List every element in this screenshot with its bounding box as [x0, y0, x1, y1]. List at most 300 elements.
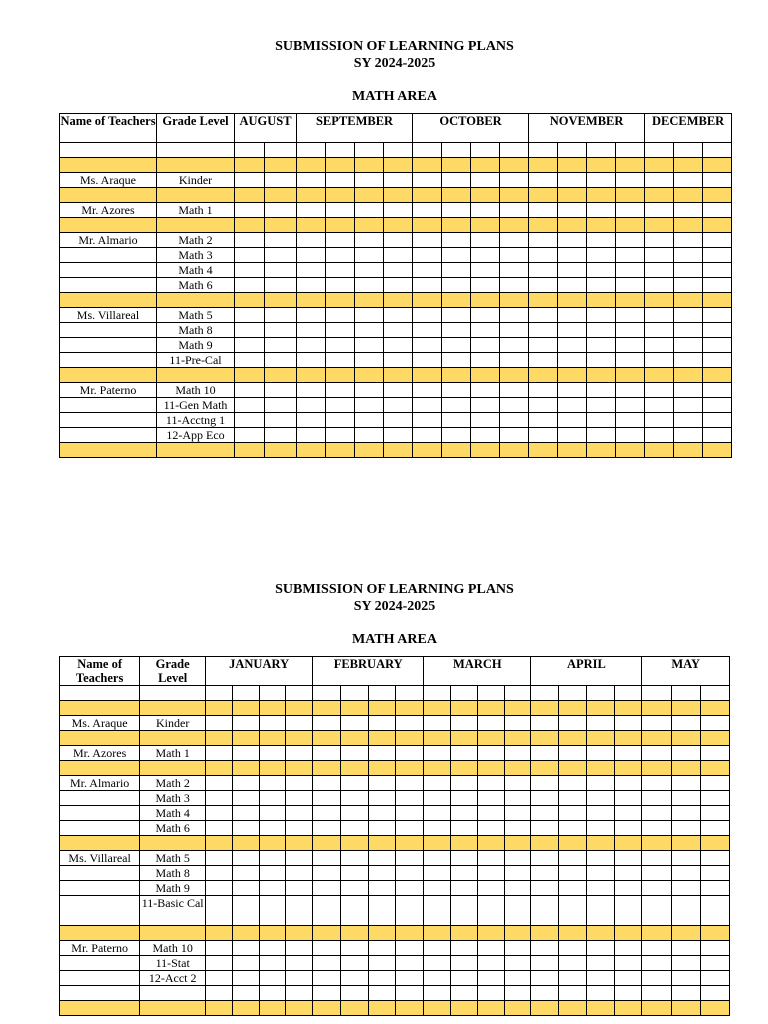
week-cell[interactable] — [326, 173, 355, 188]
week-cell[interactable] — [326, 383, 355, 398]
week-cell[interactable] — [424, 686, 451, 701]
week-cell[interactable] — [355, 383, 384, 398]
week-cell[interactable] — [451, 956, 478, 971]
week-cell[interactable] — [424, 971, 451, 986]
week-cell[interactable] — [500, 398, 529, 413]
week-cell[interactable] — [701, 971, 730, 986]
week-cell[interactable] — [340, 836, 368, 851]
week-cell[interactable] — [529, 323, 558, 338]
week-cell[interactable] — [297, 263, 326, 278]
week-cell[interactable] — [614, 821, 642, 836]
week-cell[interactable] — [500, 248, 529, 263]
week-cell[interactable] — [442, 158, 471, 173]
week-cell[interactable] — [703, 398, 732, 413]
week-cell[interactable] — [451, 821, 478, 836]
week-cell[interactable] — [616, 158, 645, 173]
week-cell[interactable] — [529, 263, 558, 278]
week-cell[interactable] — [587, 188, 616, 203]
week-cell[interactable] — [259, 941, 286, 956]
week-cell[interactable] — [340, 881, 368, 896]
week-cell[interactable] — [313, 941, 341, 956]
week-cell[interactable] — [259, 821, 286, 836]
week-cell[interactable] — [558, 383, 587, 398]
week-cell[interactable] — [558, 338, 587, 353]
week-cell[interactable] — [413, 158, 442, 173]
week-cell[interactable] — [384, 188, 413, 203]
week-cell[interactable] — [413, 233, 442, 248]
week-cell[interactable] — [616, 233, 645, 248]
week-cell[interactable] — [368, 731, 396, 746]
week-cell[interactable] — [586, 971, 614, 986]
week-cell[interactable] — [500, 278, 529, 293]
week-cell[interactable] — [206, 926, 233, 941]
week-cell[interactable] — [265, 338, 297, 353]
week-cell[interactable] — [587, 413, 616, 428]
week-cell[interactable] — [355, 443, 384, 458]
week-cell[interactable] — [701, 791, 730, 806]
week-cell[interactable] — [451, 1001, 478, 1016]
week-cell[interactable] — [297, 158, 326, 173]
week-cell[interactable] — [442, 278, 471, 293]
week-cell[interactable] — [442, 173, 471, 188]
week-cell[interactable] — [265, 353, 297, 368]
week-cell[interactable] — [674, 188, 703, 203]
week-cell[interactable] — [206, 881, 233, 896]
week-cell[interactable] — [477, 836, 504, 851]
week-cell[interactable] — [672, 941, 701, 956]
week-cell[interactable] — [297, 218, 326, 233]
week-cell[interactable] — [442, 263, 471, 278]
week-cell[interactable] — [500, 173, 529, 188]
week-cell[interactable] — [701, 806, 730, 821]
week-cell[interactable] — [340, 821, 368, 836]
week-cell[interactable] — [259, 746, 286, 761]
week-cell[interactable] — [424, 956, 451, 971]
week-cell[interactable] — [340, 866, 368, 881]
week-cell[interactable] — [235, 293, 265, 308]
week-cell[interactable] — [645, 383, 674, 398]
week-cell[interactable] — [442, 443, 471, 458]
week-cell[interactable] — [471, 278, 500, 293]
week-cell[interactable] — [355, 248, 384, 263]
week-cell[interactable] — [355, 263, 384, 278]
week-cell[interactable] — [396, 851, 424, 866]
week-cell[interactable] — [559, 821, 587, 836]
week-cell[interactable] — [340, 686, 368, 701]
week-cell[interactable] — [504, 731, 531, 746]
week-cell[interactable] — [396, 746, 424, 761]
week-cell[interactable] — [616, 143, 645, 158]
week-cell[interactable] — [206, 806, 233, 821]
week-cell[interactable] — [504, 956, 531, 971]
week-cell[interactable] — [355, 173, 384, 188]
week-cell[interactable] — [558, 323, 587, 338]
week-cell[interactable] — [265, 323, 297, 338]
week-cell[interactable] — [642, 926, 672, 941]
week-cell[interactable] — [424, 806, 451, 821]
week-cell[interactable] — [259, 986, 286, 1001]
week-cell[interactable] — [703, 218, 732, 233]
week-cell[interactable] — [614, 686, 642, 701]
week-cell[interactable] — [368, 956, 396, 971]
week-cell[interactable] — [424, 881, 451, 896]
week-cell[interactable] — [286, 836, 313, 851]
week-cell[interactable] — [424, 761, 451, 776]
week-cell[interactable] — [616, 368, 645, 383]
week-cell[interactable] — [265, 443, 297, 458]
week-cell[interactable] — [614, 926, 642, 941]
week-cell[interactable] — [340, 941, 368, 956]
week-cell[interactable] — [384, 353, 413, 368]
week-cell[interactable] — [313, 776, 341, 791]
week-cell[interactable] — [500, 353, 529, 368]
week-cell[interactable] — [396, 731, 424, 746]
week-cell[interactable] — [340, 701, 368, 716]
week-cell[interactable] — [531, 761, 559, 776]
week-cell[interactable] — [286, 1001, 313, 1016]
week-cell[interactable] — [259, 896, 286, 926]
week-cell[interactable] — [340, 986, 368, 1001]
week-cell[interactable] — [313, 881, 341, 896]
week-cell[interactable] — [531, 881, 559, 896]
week-cell[interactable] — [384, 173, 413, 188]
week-cell[interactable] — [368, 761, 396, 776]
week-cell[interactable] — [413, 428, 442, 443]
week-cell[interactable] — [703, 413, 732, 428]
week-cell[interactable] — [531, 746, 559, 761]
week-cell[interactable] — [297, 203, 326, 218]
week-cell[interactable] — [442, 143, 471, 158]
week-cell[interactable] — [701, 716, 730, 731]
week-cell[interactable] — [703, 263, 732, 278]
week-cell[interactable] — [645, 233, 674, 248]
week-cell[interactable] — [477, 866, 504, 881]
week-cell[interactable] — [500, 143, 529, 158]
week-cell[interactable] — [286, 971, 313, 986]
week-cell[interactable] — [559, 686, 587, 701]
week-cell[interactable] — [672, 716, 701, 731]
week-cell[interactable] — [558, 443, 587, 458]
week-cell[interactable] — [674, 428, 703, 443]
week-cell[interactable] — [703, 188, 732, 203]
week-cell[interactable] — [558, 368, 587, 383]
week-cell[interactable] — [558, 263, 587, 278]
week-cell[interactable] — [586, 701, 614, 716]
week-cell[interactable] — [558, 428, 587, 443]
week-cell[interactable] — [368, 791, 396, 806]
week-cell[interactable] — [529, 338, 558, 353]
week-cell[interactable] — [500, 158, 529, 173]
week-cell[interactable] — [642, 836, 672, 851]
week-cell[interactable] — [531, 956, 559, 971]
week-cell[interactable] — [701, 821, 730, 836]
week-cell[interactable] — [529, 203, 558, 218]
week-cell[interactable] — [674, 158, 703, 173]
week-cell[interactable] — [413, 278, 442, 293]
week-cell[interactable] — [297, 443, 326, 458]
week-cell[interactable] — [442, 293, 471, 308]
week-cell[interactable] — [529, 368, 558, 383]
week-cell[interactable] — [559, 761, 587, 776]
week-cell[interactable] — [703, 428, 732, 443]
week-cell[interactable] — [559, 1001, 587, 1016]
week-cell[interactable] — [235, 398, 265, 413]
week-cell[interactable] — [614, 806, 642, 821]
week-cell[interactable] — [587, 383, 616, 398]
week-cell[interactable] — [672, 791, 701, 806]
week-cell[interactable] — [286, 776, 313, 791]
week-cell[interactable] — [701, 926, 730, 941]
week-cell[interactable] — [286, 716, 313, 731]
week-cell[interactable] — [672, 806, 701, 821]
week-cell[interactable] — [645, 293, 674, 308]
week-cell[interactable] — [701, 701, 730, 716]
week-cell[interactable] — [672, 821, 701, 836]
week-cell[interactable] — [206, 776, 233, 791]
week-cell[interactable] — [232, 821, 259, 836]
week-cell[interactable] — [645, 413, 674, 428]
week-cell[interactable] — [559, 776, 587, 791]
week-cell[interactable] — [504, 761, 531, 776]
week-cell[interactable] — [614, 791, 642, 806]
week-cell[interactable] — [614, 761, 642, 776]
week-cell[interactable] — [471, 233, 500, 248]
week-cell[interactable] — [674, 368, 703, 383]
week-cell[interactable] — [442, 203, 471, 218]
week-cell[interactable] — [558, 278, 587, 293]
week-cell[interactable] — [384, 443, 413, 458]
week-cell[interactable] — [558, 398, 587, 413]
week-cell[interactable] — [326, 203, 355, 218]
week-cell[interactable] — [326, 428, 355, 443]
week-cell[interactable] — [672, 761, 701, 776]
week-cell[interactable] — [424, 746, 451, 761]
week-cell[interactable] — [384, 203, 413, 218]
week-cell[interactable] — [413, 293, 442, 308]
week-cell[interactable] — [396, 881, 424, 896]
week-cell[interactable] — [297, 173, 326, 188]
week-cell[interactable] — [616, 443, 645, 458]
week-cell[interactable] — [616, 203, 645, 218]
week-cell[interactable] — [672, 971, 701, 986]
week-cell[interactable] — [340, 746, 368, 761]
week-cell[interactable] — [703, 293, 732, 308]
week-cell[interactable] — [586, 926, 614, 941]
week-cell[interactable] — [396, 926, 424, 941]
week-cell[interactable] — [206, 866, 233, 881]
week-cell[interactable] — [504, 686, 531, 701]
week-cell[interactable] — [587, 323, 616, 338]
week-cell[interactable] — [587, 248, 616, 263]
week-cell[interactable] — [451, 701, 478, 716]
week-cell[interactable] — [451, 746, 478, 761]
week-cell[interactable] — [396, 971, 424, 986]
week-cell[interactable] — [355, 428, 384, 443]
week-cell[interactable] — [259, 866, 286, 881]
week-cell[interactable] — [413, 398, 442, 413]
week-cell[interactable] — [616, 293, 645, 308]
week-cell[interactable] — [396, 761, 424, 776]
week-cell[interactable] — [235, 173, 265, 188]
week-cell[interactable] — [424, 716, 451, 731]
week-cell[interactable] — [645, 368, 674, 383]
week-cell[interactable] — [586, 746, 614, 761]
week-cell[interactable] — [559, 806, 587, 821]
week-cell[interactable] — [558, 173, 587, 188]
week-cell[interactable] — [531, 941, 559, 956]
week-cell[interactable] — [531, 1001, 559, 1016]
week-cell[interactable] — [326, 278, 355, 293]
week-cell[interactable] — [297, 428, 326, 443]
week-cell[interactable] — [504, 746, 531, 761]
week-cell[interactable] — [614, 956, 642, 971]
week-cell[interactable] — [451, 761, 478, 776]
week-cell[interactable] — [265, 428, 297, 443]
week-cell[interactable] — [313, 836, 341, 851]
week-cell[interactable] — [384, 428, 413, 443]
week-cell[interactable] — [326, 338, 355, 353]
week-cell[interactable] — [559, 896, 587, 926]
week-cell[interactable] — [642, 881, 672, 896]
week-cell[interactable] — [504, 941, 531, 956]
week-cell[interactable] — [235, 203, 265, 218]
week-cell[interactable] — [500, 218, 529, 233]
week-cell[interactable] — [471, 323, 500, 338]
week-cell[interactable] — [368, 926, 396, 941]
week-cell[interactable] — [642, 716, 672, 731]
week-cell[interactable] — [340, 851, 368, 866]
week-cell[interactable] — [531, 776, 559, 791]
week-cell[interactable] — [531, 851, 559, 866]
week-cell[interactable] — [529, 398, 558, 413]
week-cell[interactable] — [451, 836, 478, 851]
week-cell[interactable] — [340, 806, 368, 821]
week-cell[interactable] — [586, 731, 614, 746]
week-cell[interactable] — [413, 248, 442, 263]
week-cell[interactable] — [672, 701, 701, 716]
week-cell[interactable] — [500, 413, 529, 428]
week-cell[interactable] — [424, 866, 451, 881]
week-cell[interactable] — [703, 368, 732, 383]
week-cell[interactable] — [674, 323, 703, 338]
week-cell[interactable] — [384, 413, 413, 428]
week-cell[interactable] — [587, 428, 616, 443]
week-cell[interactable] — [340, 896, 368, 926]
week-cell[interactable] — [587, 368, 616, 383]
week-cell[interactable] — [477, 926, 504, 941]
week-cell[interactable] — [424, 731, 451, 746]
week-cell[interactable] — [529, 443, 558, 458]
week-cell[interactable] — [586, 761, 614, 776]
week-cell[interactable] — [587, 263, 616, 278]
week-cell[interactable] — [559, 941, 587, 956]
week-cell[interactable] — [297, 278, 326, 293]
week-cell[interactable] — [471, 143, 500, 158]
week-cell[interactable] — [529, 188, 558, 203]
week-cell[interactable] — [442, 248, 471, 263]
week-cell[interactable] — [206, 986, 233, 1001]
week-cell[interactable] — [674, 248, 703, 263]
week-cell[interactable] — [232, 836, 259, 851]
week-cell[interactable] — [645, 428, 674, 443]
week-cell[interactable] — [235, 263, 265, 278]
week-cell[interactable] — [424, 941, 451, 956]
week-cell[interactable] — [645, 158, 674, 173]
week-cell[interactable] — [297, 398, 326, 413]
week-cell[interactable] — [529, 173, 558, 188]
week-cell[interactable] — [451, 881, 478, 896]
week-cell[interactable] — [206, 1001, 233, 1016]
week-cell[interactable] — [674, 143, 703, 158]
week-cell[interactable] — [616, 263, 645, 278]
week-cell[interactable] — [500, 368, 529, 383]
week-cell[interactable] — [701, 761, 730, 776]
week-cell[interactable] — [674, 338, 703, 353]
week-cell[interactable] — [504, 776, 531, 791]
week-cell[interactable] — [313, 731, 341, 746]
week-cell[interactable] — [504, 866, 531, 881]
week-cell[interactable] — [355, 203, 384, 218]
week-cell[interactable] — [313, 896, 341, 926]
week-cell[interactable] — [529, 413, 558, 428]
week-cell[interactable] — [559, 836, 587, 851]
week-cell[interactable] — [586, 836, 614, 851]
week-cell[interactable] — [471, 218, 500, 233]
week-cell[interactable] — [206, 686, 233, 701]
week-cell[interactable] — [616, 173, 645, 188]
week-cell[interactable] — [701, 851, 730, 866]
week-cell[interactable] — [558, 233, 587, 248]
week-cell[interactable] — [477, 716, 504, 731]
week-cell[interactable] — [559, 851, 587, 866]
week-cell[interactable] — [701, 1001, 730, 1016]
week-cell[interactable] — [259, 761, 286, 776]
week-cell[interactable] — [477, 761, 504, 776]
week-cell[interactable] — [232, 776, 259, 791]
week-cell[interactable] — [451, 806, 478, 821]
week-cell[interactable] — [587, 233, 616, 248]
week-cell[interactable] — [297, 413, 326, 428]
week-cell[interactable] — [384, 263, 413, 278]
week-cell[interactable] — [232, 941, 259, 956]
week-cell[interactable] — [586, 941, 614, 956]
week-cell[interactable] — [477, 806, 504, 821]
week-cell[interactable] — [529, 383, 558, 398]
week-cell[interactable] — [587, 278, 616, 293]
week-cell[interactable] — [500, 263, 529, 278]
week-cell[interactable] — [451, 866, 478, 881]
week-cell[interactable] — [674, 263, 703, 278]
week-cell[interactable] — [424, 791, 451, 806]
week-cell[interactable] — [529, 278, 558, 293]
week-cell[interactable] — [500, 293, 529, 308]
week-cell[interactable] — [703, 143, 732, 158]
week-cell[interactable] — [232, 791, 259, 806]
week-cell[interactable] — [313, 851, 341, 866]
week-cell[interactable] — [529, 143, 558, 158]
week-cell[interactable] — [206, 836, 233, 851]
week-cell[interactable] — [616, 278, 645, 293]
week-cell[interactable] — [259, 956, 286, 971]
week-cell[interactable] — [206, 791, 233, 806]
week-cell[interactable] — [645, 398, 674, 413]
week-cell[interactable] — [586, 986, 614, 1001]
week-cell[interactable] — [232, 1001, 259, 1016]
week-cell[interactable] — [286, 926, 313, 941]
week-cell[interactable] — [326, 143, 355, 158]
week-cell[interactable] — [531, 836, 559, 851]
week-cell[interactable] — [614, 881, 642, 896]
